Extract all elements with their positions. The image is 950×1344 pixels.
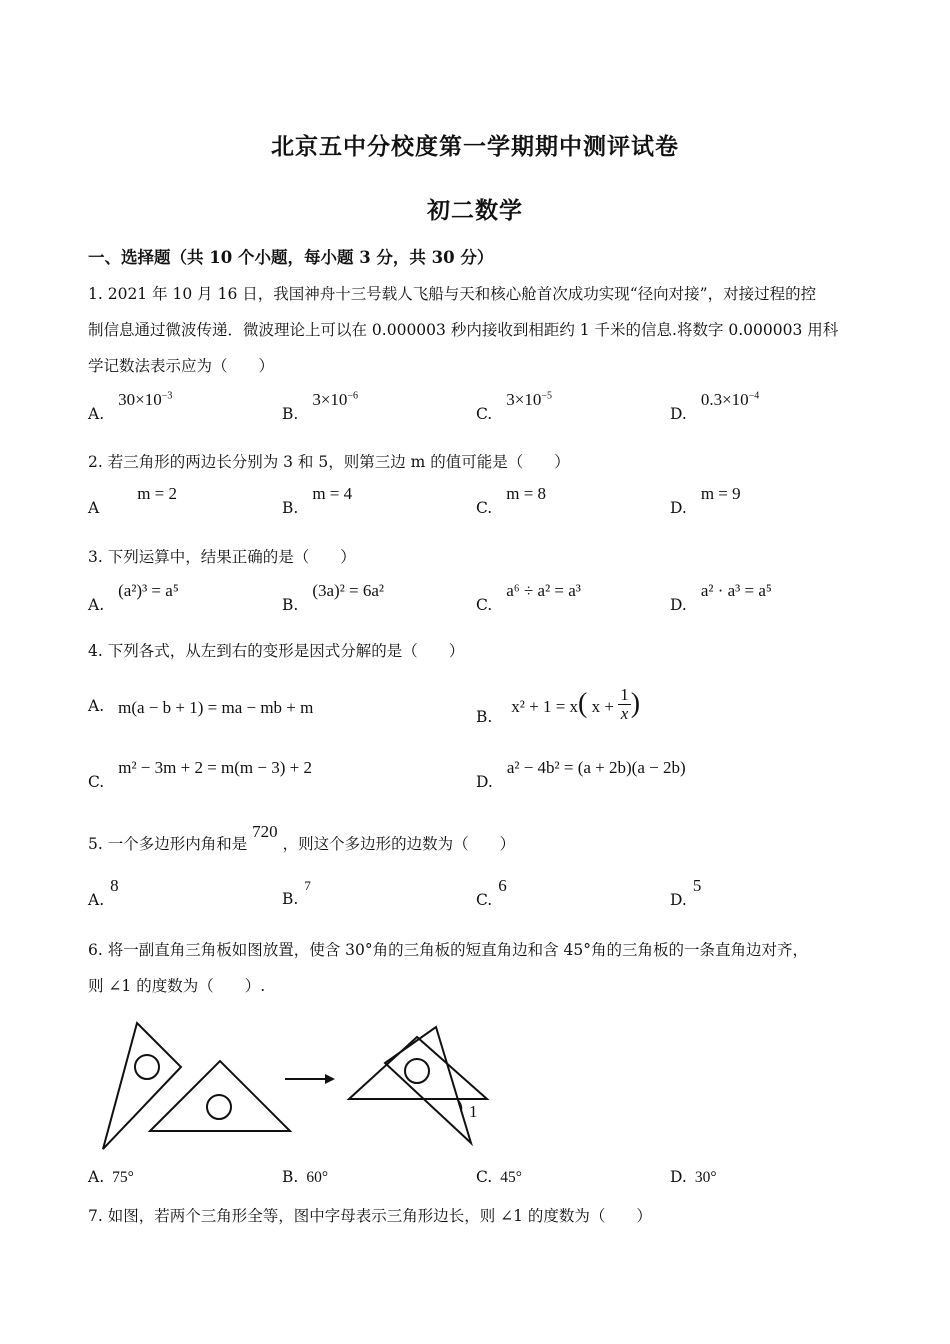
option-d[interactable]: D.m = 9 (670, 484, 741, 517)
combined-board-45 (349, 1037, 487, 1099)
question-2-options (88, 484, 868, 518)
question-5-options (88, 876, 868, 910)
option-d[interactable]: D.5 (670, 876, 702, 909)
arrow-icon (325, 1074, 335, 1084)
board-30-hole (135, 1055, 159, 1079)
option-c[interactable]: C.m² − 3m + 2 = m(m − 3) + 2 (88, 758, 312, 791)
combined-hole (405, 1059, 429, 1083)
board-45-hole (207, 1095, 231, 1119)
question-1-line3: 学记数法表示应为（ ） (88, 357, 275, 375)
question-6 (88, 932, 868, 1004)
question-1-line2: 制信息通过微波传递．微波理论上可以在 0.000003 秒内接收到相距约 1 千米的信息.将数字 0.000003 用科 (88, 321, 839, 339)
question-3-options (88, 581, 868, 615)
option-a[interactable]: $A.30\times 10^{-3}$ (88, 390, 173, 423)
option-d[interactable]: D.a² − 4b² = (a + 2b)(a − 2b) (476, 758, 686, 791)
question-4: 4. 下列各式，从左到右的变形是因式分解的是（ ） (88, 642, 465, 660)
triangle-boards-figure (95, 1015, 515, 1155)
option-c[interactable]: C.6 (476, 876, 507, 909)
option-d[interactable]: D. 30° (670, 1168, 717, 1186)
question-2: 2. 若三角形的两边长分别为 3 和 5，则第三边 m 的值可能是（ ） (88, 453, 570, 471)
option-c[interactable]: C.a⁶ ÷ a² = a³ (476, 581, 581, 614)
option-a[interactable]: A.8 (88, 876, 119, 909)
option-c[interactable]: $C.3\times 10^{-5}$ (476, 390, 552, 423)
option-d[interactable]: $D.0.3\times 10^{-4}$ (670, 390, 760, 423)
question-1 (88, 276, 868, 384)
option-b[interactable]: B.$^7$ (282, 878, 311, 908)
exam-subtitle: 初二数学 (427, 197, 523, 224)
question-5: 5. 一个多边形内角和是 720 ，则这个多边形的边数为（ ） (88, 822, 516, 853)
exam-title: 北京五中分校度第一学期期中测评试卷 (271, 133, 679, 160)
option-b[interactable]: $B.3\times 10^{-6}$ (282, 390, 359, 423)
question-1-options (88, 390, 868, 424)
option-b[interactable]: B.(3a)² = 6a² (282, 581, 385, 614)
option-a[interactable]: A.(a²)³ = a⁵ (88, 581, 179, 614)
question-6-options (88, 1164, 868, 1194)
option-c[interactable]: C.m = 8 (476, 484, 547, 517)
angle-1-label: 1 (469, 1102, 478, 1121)
option-a[interactable]: Am = 2 (88, 484, 178, 517)
option-a[interactable]: A. m(a − b + 1) = ma − mb + m (88, 697, 314, 717)
option-a[interactable]: A. 75° (88, 1168, 134, 1186)
option-c[interactable]: C. 45° (476, 1168, 522, 1186)
option-b[interactable]: B.m = 4 (282, 484, 353, 517)
question-4-options-row2 (88, 758, 868, 792)
combined-board-30 (385, 1027, 471, 1143)
question-3: 3. 下列运算中，结果正确的是（ ） (88, 548, 356, 566)
question-6-line2: 则 ∠1 的度数为（ ）. (88, 977, 266, 995)
option-d[interactable]: D.a² · a³ = a⁵ (670, 581, 772, 614)
option-b[interactable]: B. 60° (282, 1168, 329, 1186)
question-1-line1: 1. 2021 年 10 月 16 日，我国神舟十三号载人飞船与天和核心舱首次成功实现“径向对接”，对接过程的控 (88, 285, 817, 303)
question-6-line1: 6. 将一副直角三角板如图放置，使含 30°角的三角板的短直角边和含 45°角的三角板的一条直角边对齐， (88, 941, 809, 959)
question-4-options-row1 (88, 684, 868, 726)
fraction: $\frac{1}{x}$ (620, 684, 629, 723)
section-heading: 一、选择题（共 10 个小题，每小题 3 分，共 30 分） (88, 248, 494, 267)
option-b[interactable]: B. x² + 1 = x( x + $\frac{1}{x}$ ) (476, 684, 641, 726)
question-7: 7. 如图，若两个三角形全等，图中字母表示三角形边长，则 ∠1 的度数为（ ） (88, 1207, 652, 1225)
